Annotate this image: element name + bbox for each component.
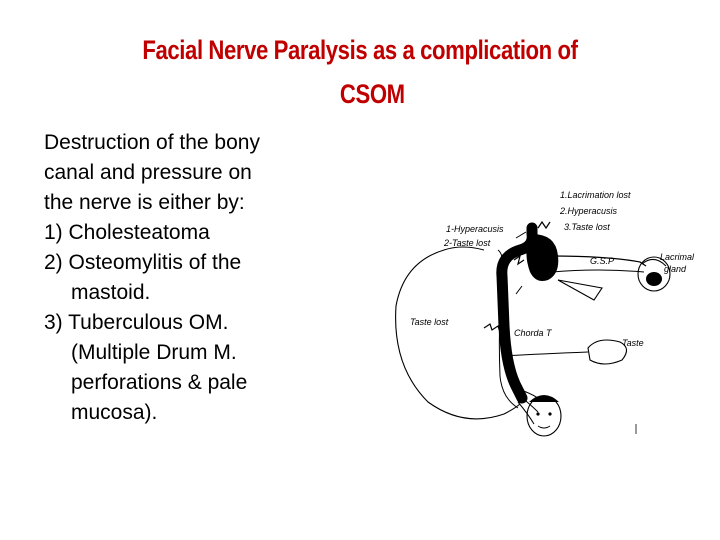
body-line: mucosa). <box>71 401 158 424</box>
tongue-shape <box>588 340 627 364</box>
slide-title-line-1: Facial Nerve Paralysis as a complication of <box>142 35 578 65</box>
label-chorda-tympani: Chorda T <box>514 328 552 338</box>
chorda-to-tongue <box>502 352 588 356</box>
label-gland: gland <box>664 264 687 274</box>
label-taste-lost: Taste lost <box>410 317 449 327</box>
label-taste-left: 2-Taste lost <box>444 238 491 248</box>
body-line: 3) Tuberculous OM. <box>44 311 229 334</box>
body-line: 2) Osteomylitis of the <box>44 251 242 274</box>
facial-nerve-diagram-svg <box>388 176 695 438</box>
lacrimal-gland-core <box>646 272 662 286</box>
label-gsp: G.S.P <box>590 256 615 266</box>
face-hair <box>529 395 559 402</box>
gsp-nerve-lower <box>552 270 644 272</box>
lesion-mark-lower <box>484 324 500 332</box>
stapedius-branch <box>558 280 602 300</box>
body-line: (Multiple Drum M. <box>71 341 237 364</box>
body-line: 1) Cholesteatoma <box>44 221 210 244</box>
face-eye-left <box>536 412 539 415</box>
label-taste: Taste <box>622 338 644 348</box>
label-lacrimation: 1.Lacrimation lost <box>560 190 631 200</box>
slide-title-line-2: CSOM <box>339 79 405 109</box>
body-line: perforations & pale <box>71 371 248 394</box>
pointer-lines <box>516 232 526 294</box>
body-line: mastoid. <box>71 281 151 304</box>
label-hyperacusis-left: 1-Hyperacusis <box>446 224 504 234</box>
face-mouth <box>538 426 550 428</box>
slide-title <box>65 28 655 116</box>
body-line: Destruction of the bony <box>44 131 260 154</box>
label-taste-top: 3.Taste lost <box>564 222 610 232</box>
face-eye-right <box>548 412 551 415</box>
label-lacrimal: Lacrimal <box>660 252 695 262</box>
lesion-mark-top <box>538 222 550 228</box>
facial-nerve-diagram <box>388 176 695 438</box>
slide-body-text <box>44 128 374 428</box>
geniculate-ganglion <box>526 234 558 281</box>
body-line: the nerve is either by: <box>44 191 245 214</box>
body-line: canal and pressure on <box>44 161 252 184</box>
label-hyperacusis-top: 2.Hyperacusis <box>560 206 618 216</box>
